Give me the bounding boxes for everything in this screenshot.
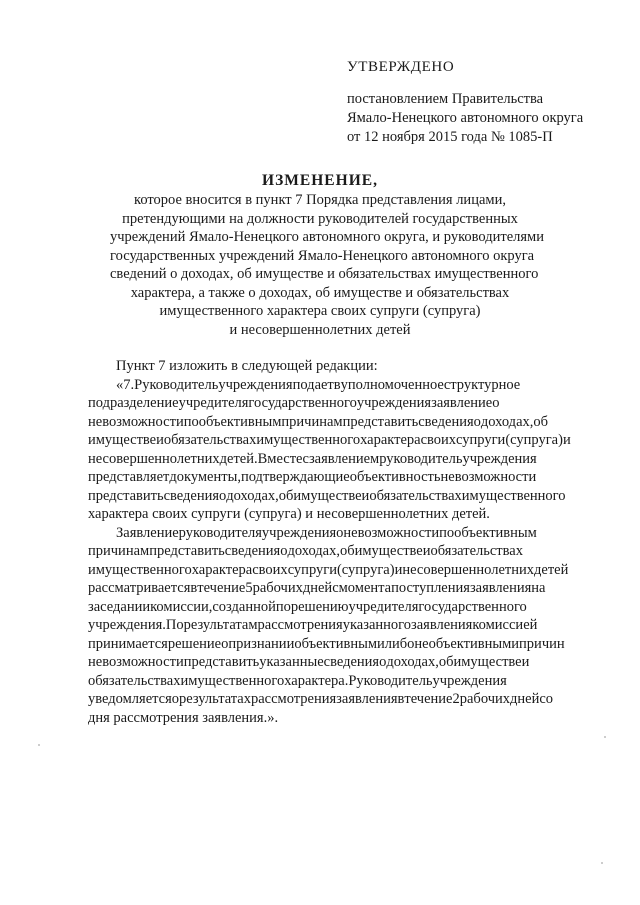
- paragraph-line: обязательствахимущественногохарактера.Руководительучреждения: [88, 672, 507, 689]
- subtitle-line: сведений о доходах, об имуществе и обязательствах имущественного: [110, 266, 539, 282]
- paragraph-line: характера своих супруги (супруга) и несовершеннолетних детей.: [88, 506, 490, 522]
- document-body: [88, 357, 611, 727]
- paragraph-line: дня рассмотрения заявления.».: [88, 709, 279, 726]
- paragraph-line: уведомляетсяорезультатахрассмотрениязаявлениявтечение2рабочихднейсо: [88, 691, 554, 707]
- document-subtitle: [110, 191, 544, 339]
- approval-heading: УТВЕРЖДЕНО: [347, 59, 455, 75]
- paragraph-line: учреждения.Порезультатамрассмотренияуказанногозаявлениякомиссией: [88, 617, 538, 633]
- intro-line: Пункт 7 изложить в следующей редакции:: [116, 358, 378, 374]
- document-title-block: [110, 171, 544, 339]
- paragraph-line: имущественногохарактерасвоихсупруги(супруга)инесовершеннолетнихдетей: [88, 561, 569, 578]
- paragraph-2: [88, 524, 611, 728]
- paragraph-line: «7.Руководительучрежденияподаетвуполномоченноеструктурное: [116, 376, 521, 393]
- paragraph-line: принимаетсярешениеопризнанииобъективнымилибонеобъективнымипричин: [88, 635, 565, 652]
- subtitle-line: учреждений Ямало-Ненецкого автономного округа, и руководителями: [110, 229, 544, 245]
- scan-speck: [38, 744, 40, 746]
- subtitle-line: характера, а также о доходах, об имуществе и обязательствах: [130, 284, 510, 301]
- approval-line: от 12 ноября 2015 года № 1085-П: [347, 129, 553, 145]
- paragraph-line: несовершеннолетнихдетей.Вместесзаявлениемруководительучреждения: [88, 450, 537, 467]
- approval-stamp: [347, 58, 617, 147]
- paragraph-line: причинампредставитьсведенияодоходах,обимуществеиобязательствах: [88, 543, 523, 559]
- subtitle-line: и несовершеннолетних детей: [229, 321, 411, 338]
- paragraph-1: [88, 376, 611, 524]
- paragraph-line: заседаниикомиссии,созданнойпорешениюучредителягосударственного: [88, 598, 527, 615]
- paragraph-line: представитьсведенияодоходах,обимуществеиобязательствахимущественного: [88, 487, 566, 504]
- approval-line: Ямало-Ненецкого автономного округа: [347, 110, 584, 126]
- document-title: ИЗМЕНЕНИЕ,: [262, 172, 378, 189]
- paragraph-line: Заявлениеруководителяучрежденияоневозможностипообъективным: [116, 524, 537, 541]
- paragraph-line: невозможностипредставитьуказанныесведенияодоходах,обимуществеи: [88, 654, 530, 670]
- subtitle-line: которое вносится в пункт 7 Порядка представления лицами,: [134, 192, 506, 208]
- subtitle-line: претендующими на должности руководителей государственных: [122, 210, 518, 227]
- approval-line: постановлением Правительства: [347, 91, 544, 107]
- paragraph-line: невозможностипообъективнымпричинампредставитьсведенияодоходах,об: [88, 413, 549, 430]
- subtitle-line: имущественного характера своих супруги (супруга): [159, 303, 481, 319]
- paragraph-line: подразделениеучредителягосударственногоучреждениязаявлениео: [88, 395, 500, 411]
- subtitle-line: государственных учреждений Ямало-Ненецкого автономного округа: [110, 247, 535, 264]
- paragraph-line: представляетдокументы,подтверждающиеобъективностьневозможности: [88, 469, 537, 485]
- scan-speck: [601, 862, 603, 864]
- paragraph-line: имуществеиобязательствахимущественногохарактерасвоихсупруги(супруга)и: [88, 432, 571, 448]
- paragraph-line: рассматриваетсявтечение5рабочихднейсмоментапоступлениязаявленияна: [88, 580, 546, 596]
- scan-speck: [604, 736, 606, 738]
